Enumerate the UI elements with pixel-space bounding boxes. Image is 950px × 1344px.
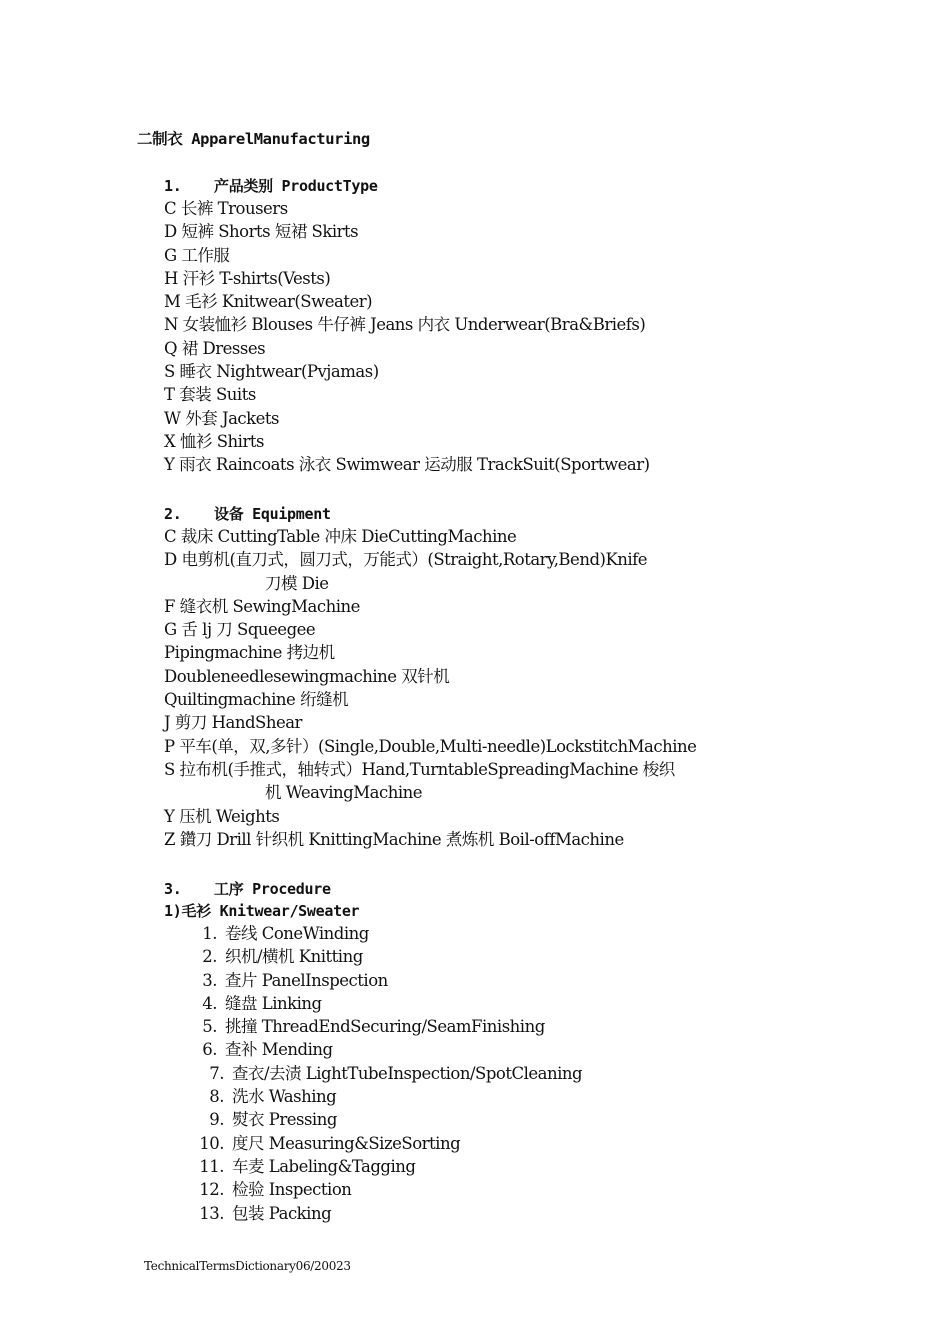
list-item: Y 雨衣 Raincoats 泳衣 Swimwear 运动服 TrackSuit(Sportwear)	[164, 455, 650, 475]
document-title: 二制衣 ApparelManufacturing	[137, 130, 370, 148]
list-item: T 套装 Suits	[164, 385, 256, 405]
step-text: 查补 Mending	[225, 1040, 333, 1060]
step-number: 2.	[202, 947, 217, 967]
step-number: 3.	[202, 970, 217, 990]
step-number: 8.	[209, 1087, 224, 1107]
list-item: G 工作服	[164, 245, 230, 265]
procedure-step	[164, 1108, 582, 1131]
list-item: Pipingmachine 拷边机	[164, 643, 335, 663]
list-item: D 电剪机(直刀式，圆刀式，万能式）(Straight,Rotary,Bend)Knife	[164, 550, 648, 570]
step-number: 13.	[199, 1203, 224, 1223]
procedure-step	[164, 969, 582, 992]
step-text: 包装 Packing	[232, 1203, 332, 1223]
step-text: 熨衣 Pressing	[232, 1110, 337, 1130]
list-item: Z 鑽刀 Drill 针织机 KnittingMachine 煮炼机 Boil-offMachine	[164, 829, 624, 849]
step-text: 挑撞 ThreadEndSecuring/SeamFinishing	[225, 1017, 545, 1037]
procedure-step	[164, 1085, 582, 1108]
procedure-step	[164, 992, 582, 1015]
procedure-step	[164, 1062, 582, 1085]
list-item: Quiltingmachine 绗缝机	[164, 690, 349, 710]
section-number: 3.	[164, 880, 182, 898]
list-item: M 毛衫 Knitwear(Sweater)	[164, 292, 373, 312]
step-number: 11.	[199, 1156, 224, 1176]
list-item: F 缝衣机 SewingMachine	[164, 596, 360, 616]
procedure-step	[164, 1015, 582, 1038]
list-item: J 剪刀 HandShear	[164, 713, 302, 733]
step-number: 7.	[209, 1063, 224, 1083]
section-equipment	[164, 503, 696, 851]
step-text: 查片 PanelInspection	[225, 970, 388, 990]
list-item: Q 裙 Dresses	[164, 338, 266, 358]
section-product-type	[164, 175, 650, 477]
list-item: X 恤衫 Shirts	[164, 431, 264, 451]
section-title: 产品类别 ProductType	[214, 177, 378, 195]
step-text: 查衣/去渍 LightTubeInspection/SpotCleaning	[232, 1063, 583, 1083]
list-item: D 短裤 Shorts 短裙 Skirts	[164, 222, 359, 242]
section-title: 工序 Procedure	[214, 880, 331, 898]
procedure-step	[164, 1132, 582, 1155]
list-item: P 平车(单，双,多针）(Single,Double,Multi-needle)LockstitchMachine	[164, 736, 697, 756]
section-number: 1.	[164, 177, 182, 195]
page-footer: TechnicalTermsDictionary06/20023	[144, 1259, 351, 1273]
procedure-step	[164, 1155, 582, 1178]
list-item: N 女装恤衫 Blouses 牛仔裤 Jeans 内衣 Underwear(Bra&Briefs)	[164, 315, 646, 335]
section-heading	[164, 175, 650, 197]
step-text: 织机/横机 Knitting	[225, 947, 363, 967]
list-item: H 汗衫 T-shirts(Vests)	[164, 268, 331, 288]
procedure-step	[164, 1202, 582, 1225]
step-number: 12.	[199, 1180, 224, 1200]
list-item-continuation: 刀模 Die	[265, 573, 329, 593]
list-item: Y 压机 Weights	[164, 806, 280, 826]
procedure-step	[164, 1038, 582, 1061]
step-number: 1.	[202, 924, 217, 943]
section-heading	[164, 503, 696, 525]
list-item-continuation: 机 WeavingMachine	[265, 783, 423, 803]
subsection-heading: 1)毛衫 Knitwear/Sweater	[164, 902, 360, 920]
step-text: 检验 Inspection	[232, 1180, 352, 1200]
list-item: G 舌 lj 刀 Squeegee	[164, 620, 316, 640]
step-number: 6.	[202, 1040, 217, 1060]
step-text: 缝盘 Linking	[225, 993, 322, 1013]
section-heading	[164, 878, 582, 900]
step-number: 4.	[202, 993, 217, 1013]
step-text: 洗水 Washing	[232, 1087, 337, 1107]
step-text: 车麦 Labeling&Tagging	[232, 1156, 416, 1176]
section-number: 2.	[164, 505, 182, 523]
step-number: 9.	[209, 1110, 224, 1130]
procedure-step	[164, 1178, 582, 1201]
list-item: S 睡衣 Nightwear(Pvjamas)	[164, 362, 379, 382]
section-title: 设备 Equipment	[214, 505, 331, 523]
step-number: 10.	[199, 1133, 224, 1153]
list-item: C 裁床 CuttingTable 冲床 DieCuttingMachine	[164, 527, 517, 546]
step-text: 卷线 ConeWinding	[225, 924, 369, 943]
section-procedure	[164, 878, 582, 1225]
step-text: 度尺 Measuring&SizeSorting	[232, 1133, 461, 1153]
step-number: 5.	[202, 1017, 217, 1037]
list-item: C 长裤 Trousers	[164, 199, 288, 218]
procedure-step	[164, 945, 582, 968]
procedure-step	[164, 922, 582, 945]
list-item: S 拉布机(手推式，轴转式）Hand,TurntableSpreadingMachine 梭织	[164, 759, 675, 779]
list-item: W 外套 Jackets	[164, 408, 280, 428]
list-item: Doubleneedlesewingmachine 双针机	[164, 666, 450, 686]
